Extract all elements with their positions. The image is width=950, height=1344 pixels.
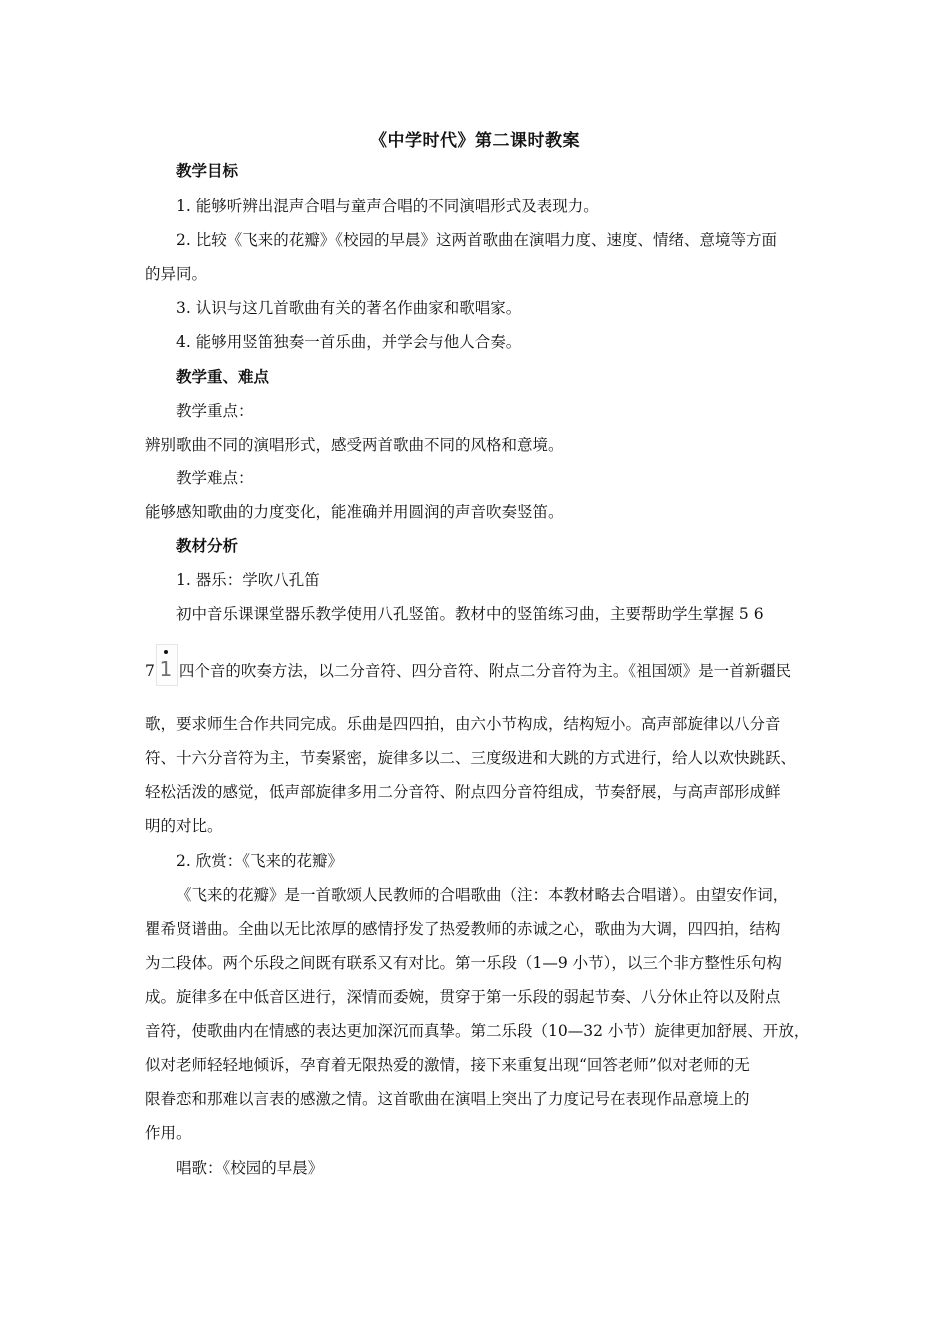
- analysis-2-line-7: 限眷恋和那难以言表的感激之情。这首歌曲在演唱上突出了力度记号在表现作品意境上的: [145, 1090, 750, 1108]
- analysis-2-line-3: 为二段体。两个乐段之间既有联系又有对比。第一乐段（1—9 小节），以三个非方整性乐句构: [145, 954, 782, 972]
- analysis-2-line-5: 音符，使歌曲内在情感的表达更加深沉而真挚。第二乐段（10—32 小节）旋律更加舒展、开放，: [145, 1022, 810, 1040]
- octave-dot-icon: [164, 650, 168, 654]
- goal-item-1: 1. 能够听辨出混声合唱与童声合唱的不同演唱形式及表现力。: [176, 197, 599, 215]
- analysis-1-line-6: 明的对比。: [145, 817, 223, 835]
- analysis-1-line-3: 歌，要求师生合作共同完成。乐曲是四四拍，由六小节构成，结构短小。高声部旋律以八分音: [145, 715, 781, 733]
- analysis-item-2-title: 2. 欣赏：《飞来的花瓣》: [176, 852, 343, 870]
- analysis-2-line-8: 作用。: [145, 1124, 192, 1142]
- high-do-note: 1: [159, 658, 173, 682]
- analysis-2-line-1: 《飞来的花瓣》是一首歌颂人民教师的合唱歌曲（注：本教材略去合唱谱）。由望安作词，: [176, 886, 789, 904]
- analysis-heading: 教材分析: [176, 536, 239, 555]
- analysis-item-1-title: 1. 器乐：学吹八孔笛: [176, 571, 320, 589]
- note-seven: 7: [145, 662, 155, 680]
- goals-heading: 教学目标: [176, 161, 239, 180]
- page-title: 《中学时代》第二课时教案: [370, 131, 580, 151]
- analysis-1-line-2-text: 四个音的吹奏方法，以二分音符、四分音符、附点二分音符为主。《祖国颂》是一首新疆民: [178, 662, 792, 680]
- analysis-1-line-5: 轻松活泼的感觉，低声部旋律多用二分音符、附点四分音符组成，节奏舒展，与高声部形成鲜: [145, 783, 781, 801]
- difficulty-text: 能够感知歌曲的力度变化，能准确并用圆润的声音吹奏竖笛。: [145, 503, 564, 521]
- goal-item-2-line1: 2. 比较《飞来的花瓣》《校园的早晨》这两首歌曲在演唱力度、速度、情绪、意境等方面: [176, 231, 777, 249]
- analysis-1-line-4: 符、十六分音符为主，节奏紧密，旋律多以二、三度级进和大跳的方式进行，给人以欢快跳跃、: [145, 749, 797, 767]
- key-point-text: 辨别歌曲不同的演唱形式，感受两首歌曲不同的风格和意境。: [145, 436, 564, 454]
- difficulty-label: 教学难点：: [176, 469, 254, 487]
- analysis-item-3-title: 唱歌：《校园的早晨》: [176, 1159, 324, 1177]
- analysis-1-line-1: 初中音乐课课堂器乐教学使用八孔竖笛。教材中的竖笛练习曲，主要帮助学生掌握 5 6: [176, 605, 764, 623]
- key-difficulty-heading: 教学重、难点: [176, 367, 270, 386]
- goal-item-2-line2: 的异同。: [145, 265, 208, 283]
- analysis-1-line-2: [145, 658, 810, 682]
- analysis-2-line-6: 似对老师轻轻地倾诉，孕育着无限热爱的激情，接下来重复出现“回答老师”似对老师的无: [145, 1056, 750, 1074]
- analysis-2-line-2: 瞿希贤谱曲。全曲以无比浓厚的感情抒发了热爱教师的赤诚之心，歌曲为大调，四四拍，结构: [145, 920, 781, 938]
- goal-item-4: 4. 能够用竖笛独奏一首乐曲，并学会与他人合奏。: [176, 333, 522, 351]
- key-point-label: 教学重点：: [176, 402, 254, 420]
- analysis-2-line-4: 成。旋律多在中低音区进行，深情而委婉，贯穿于第一乐段的弱起节奏、八分休止符以及附点: [145, 988, 781, 1006]
- goal-item-3: 3. 认识与这几首歌曲有关的著名作曲家和歌唱家。: [176, 299, 522, 317]
